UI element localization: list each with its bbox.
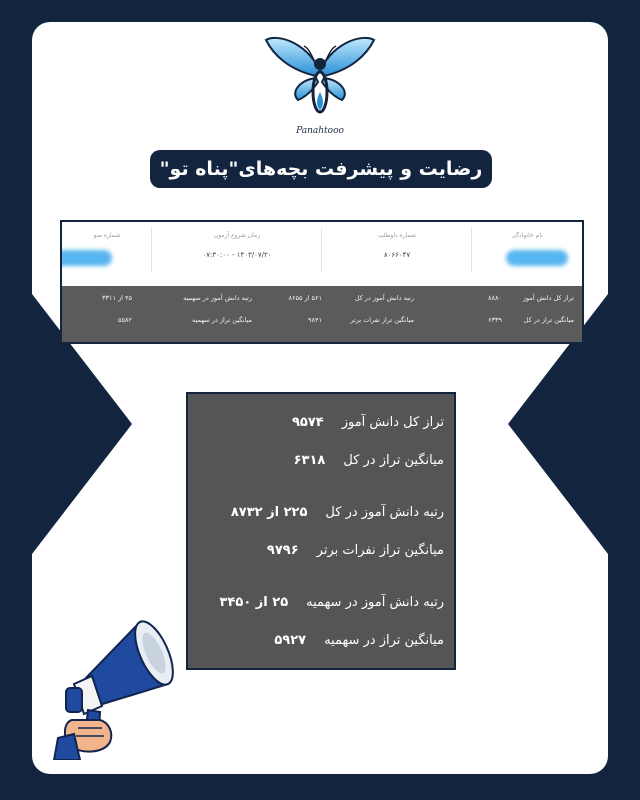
header-label: زمان شروع آزمون	[213, 232, 261, 239]
stat-label: میانگین تراز در سهمیه	[324, 632, 444, 648]
page-title: رضایت و پیشرفت بچه‌های"پناه تو"	[150, 150, 492, 188]
content-card	[32, 22, 608, 774]
header-col-number	[62, 228, 152, 272]
header-label: نام خانوادگی	[511, 232, 543, 239]
shot-stat-label: تراز کل دانش آموز	[522, 294, 574, 302]
header-label: شماره صو	[93, 232, 121, 239]
header-col-lastname	[471, 228, 582, 272]
stat-value: ۵۹۲۷	[274, 632, 307, 648]
shot-stat-label: میانگین تراز در سهمیه	[192, 316, 252, 324]
header-col-applicant-no	[321, 228, 472, 272]
stat-row	[198, 410, 444, 434]
logo-text: Panahtooo	[296, 126, 344, 136]
stat-label: رتبه دانش آموز در کل	[325, 504, 444, 520]
shot-stat-value: ۵۶۱ از ۸۶۵۵	[288, 294, 322, 302]
stat-label: تراز کل دانش آموز	[341, 414, 444, 430]
result-screenshot	[60, 220, 584, 344]
shot-stat-value: ۵۵۸۲	[118, 316, 132, 324]
stat-label: رتبه دانش آموز در سهمیه	[306, 594, 444, 610]
stat-row	[198, 448, 444, 472]
megaphone-icon	[44, 610, 174, 760]
stat-label: میانگین تراز در کل	[343, 452, 444, 468]
stat-row	[198, 628, 444, 652]
stat-value: ۹۷۹۶	[266, 542, 299, 558]
stat-value: ۲۲۵ از ۸۷۳۲	[230, 504, 308, 520]
shot-stat-value: ۴۵ از ۳۳۱۱	[101, 294, 132, 302]
redacted-mark	[60, 250, 112, 266]
stat-label: میانگین تراز نفرات برتر	[316, 542, 444, 558]
stats-panel	[186, 392, 456, 670]
shot-stat-value: ۶۳۳۹	[488, 316, 502, 324]
shot-stat-value: ۸۸۸۰	[488, 294, 502, 302]
stat-row	[198, 500, 444, 524]
shot-stat-value: ۹۸۴۱	[308, 316, 322, 324]
shot-stat-label: میانگین تراز نفرات برتر	[350, 316, 414, 324]
header-label: شماره داوطلب	[377, 232, 417, 239]
screenshot-header	[62, 222, 582, 286]
shot-stat-label: رتبه دانش آموز در کل	[354, 294, 414, 302]
shot-stat-label: میانگین تراز در کل	[523, 316, 574, 324]
stat-row	[198, 538, 444, 562]
stat-value: ۲۵ از ۳۴۵۰	[219, 594, 289, 610]
screenshot-stats	[62, 286, 582, 342]
stat-row	[198, 590, 444, 614]
shot-stat-label: رتبه دانش آموز در سهمیه	[183, 294, 252, 302]
header-col-start-time	[151, 228, 322, 272]
header-value: ۱۴۰۳/۰۷/۲۰ - ۰۷:۳۰:۰۰	[202, 251, 272, 259]
redacted-mark	[506, 250, 568, 266]
header-value: ۸۰۶۶۰۴۷	[383, 251, 411, 259]
butterfly-logo-icon	[264, 30, 376, 150]
stat-value: ۹۵۷۴	[291, 414, 324, 430]
stat-value: ۶۳۱۸	[293, 452, 326, 468]
